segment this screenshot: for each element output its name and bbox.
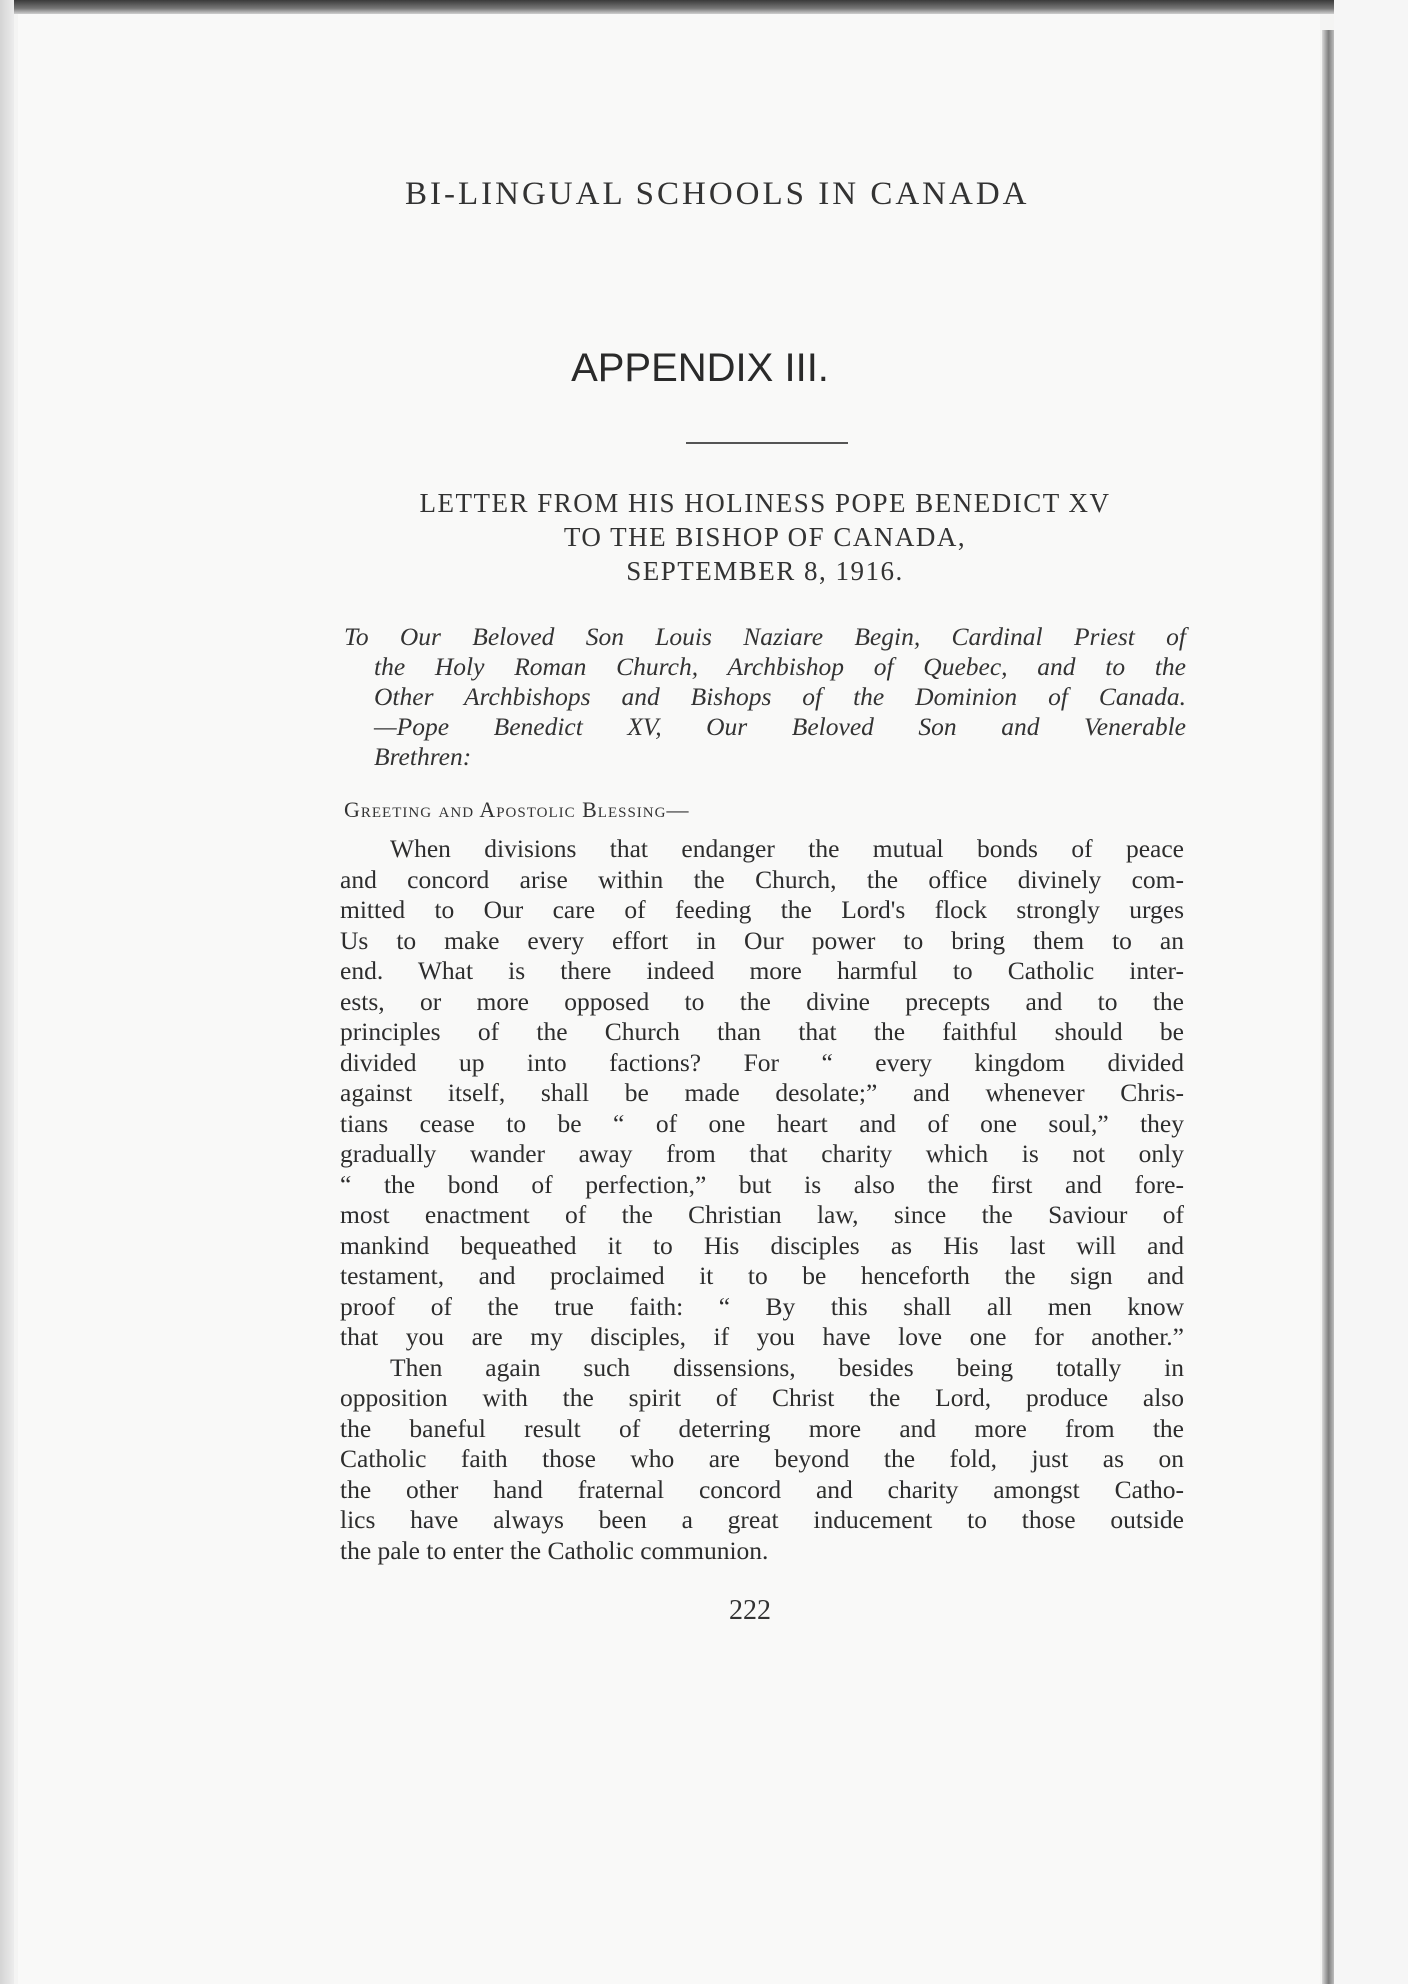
body-line: testament, and proclaimed it to be henceforth the sign and xyxy=(340,1261,1184,1290)
body-line: Then again such dissensions, besides being totally in xyxy=(390,1352,1184,1382)
letter-heading-line: TO THE BISHOP OF CANADA, xyxy=(563,522,967,552)
body-line: principles of the Church than that the faithful should be xyxy=(340,1017,1184,1046)
body-line: end. What is there indeed more harmful to Catholic inter- xyxy=(340,956,1184,985)
letter-body xyxy=(340,834,1184,1566)
body-line: When divisions that endanger the mutual bonds of peace xyxy=(390,834,1184,863)
letter-heading-line: SEPTEMBER 8, 1916. xyxy=(626,556,904,586)
address-line: Other Archbishops and Bishops of the Dominion of Canada. xyxy=(374,682,1186,711)
running-head: BI-LINGUAL SCHOOLS IN CANADA xyxy=(405,176,1030,212)
appendix-title: APPENDIX III. xyxy=(571,346,829,390)
body-line: the baneful result of deterring more and more from the xyxy=(340,1413,1184,1443)
body-line: the other hand fraternal concord and charity amongst Catho- xyxy=(340,1474,1184,1504)
address-line: the Holy Roman Church, Archbishop of Quebec, and to the xyxy=(374,652,1186,681)
letter-heading xyxy=(330,486,1200,588)
body-line: most enactment of the Christian law, since the Saviour of xyxy=(340,1200,1184,1229)
body-line: proof of the true faith: “ By this shall all men know xyxy=(340,1291,1184,1321)
body-line: divided up into factions? For “ every kingdom divided xyxy=(340,1047,1184,1077)
title-divider xyxy=(686,442,848,444)
letter-heading-line: LETTER FROM HIS HOLINESS POPE BENEDICT XV xyxy=(419,488,1111,518)
page-number: 222 xyxy=(729,1595,771,1626)
book-top-edge xyxy=(0,0,1408,14)
body-line: lics have always been a great inducement to those outside xyxy=(340,1505,1184,1534)
body-line: mitted to Our care of feeding the Lord's flock strongly urges xyxy=(340,895,1184,924)
facing-page-margin xyxy=(1334,0,1408,1984)
body-line: against itself, shall be made desolate;” and whenever Chris- xyxy=(340,1078,1184,1107)
body-line: ests, or more opposed to the divine precepts and to the xyxy=(340,986,1184,1016)
address-block xyxy=(344,622,1186,772)
body-line: opposition with the spirit of Christ the Lord, produce also xyxy=(340,1383,1184,1412)
body-line: that you are my disciples, if you have love one for another.” xyxy=(340,1322,1184,1351)
body-line: Us to make every effort in Our power to bring them to an xyxy=(340,925,1184,955)
body-line: and concord arise within the Church, the office divinely com- xyxy=(340,864,1184,894)
address-line: —Pope Benedict XV, Our Beloved Son and Venerable xyxy=(374,712,1186,741)
body-line: the pale to enter the Catholic communion. xyxy=(340,1535,769,1565)
body-line: tians cease to be “ of one heart and of one soul,” they xyxy=(340,1108,1184,1138)
salutation: Greeting and Apostolic Blessing— xyxy=(344,797,690,822)
body-line: “ the bond of perfection,” but is also the first and fore- xyxy=(340,1169,1184,1199)
address-line: Brethren: xyxy=(374,742,472,771)
body-line: Catholic faith those who are beyond the fold, just as on xyxy=(340,1444,1184,1473)
book-right-edge xyxy=(1322,30,1334,1984)
body-line: gradually wander away from that charity which is not only xyxy=(340,1139,1184,1168)
body-line: mankind bequeathed it to His disciples as His last will and xyxy=(340,1230,1184,1260)
book-left-edge xyxy=(0,0,14,1984)
address-line: To Our Beloved Son Louis Naziare Begin, Cardinal Priest of xyxy=(344,622,1186,651)
